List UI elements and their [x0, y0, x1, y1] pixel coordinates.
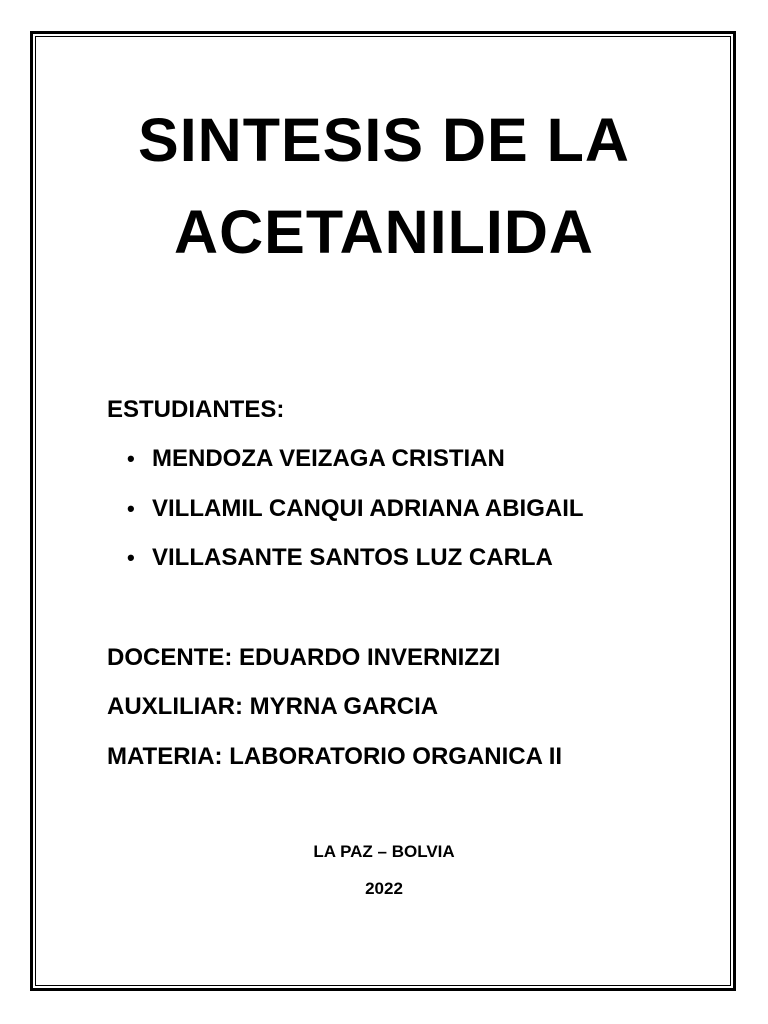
bullet-icon: •	[127, 545, 135, 570]
location-line: LA PAZ – BOLVIA	[313, 842, 455, 861]
teacher-line: DOCENTE: EDUARDO INVERNIZZI	[107, 644, 501, 671]
student-name: MENDOZA VEIZAGA CRISTIAN	[152, 445, 505, 472]
students-heading: ESTUDIANTES:	[107, 396, 285, 423]
year-line: 2022	[365, 879, 403, 898]
assistant-line: AUXLILIAR: MYRNA GARCIA	[107, 693, 439, 720]
subject-line: MATERIA: LABORATORIO ORGANICA II	[107, 743, 563, 770]
title-line-1: SINTESIS DE LA	[138, 106, 630, 174]
bullet-icon: •	[127, 446, 135, 471]
student-name: VILLAMIL CANQUI ADRIANA ABIGAIL	[152, 494, 584, 522]
student-name: VILLASANTE SANTOS LUZ CARLA	[152, 544, 553, 571]
title-line-2: ACETANILIDA	[174, 198, 594, 266]
bullet-icon: •	[127, 495, 135, 521]
